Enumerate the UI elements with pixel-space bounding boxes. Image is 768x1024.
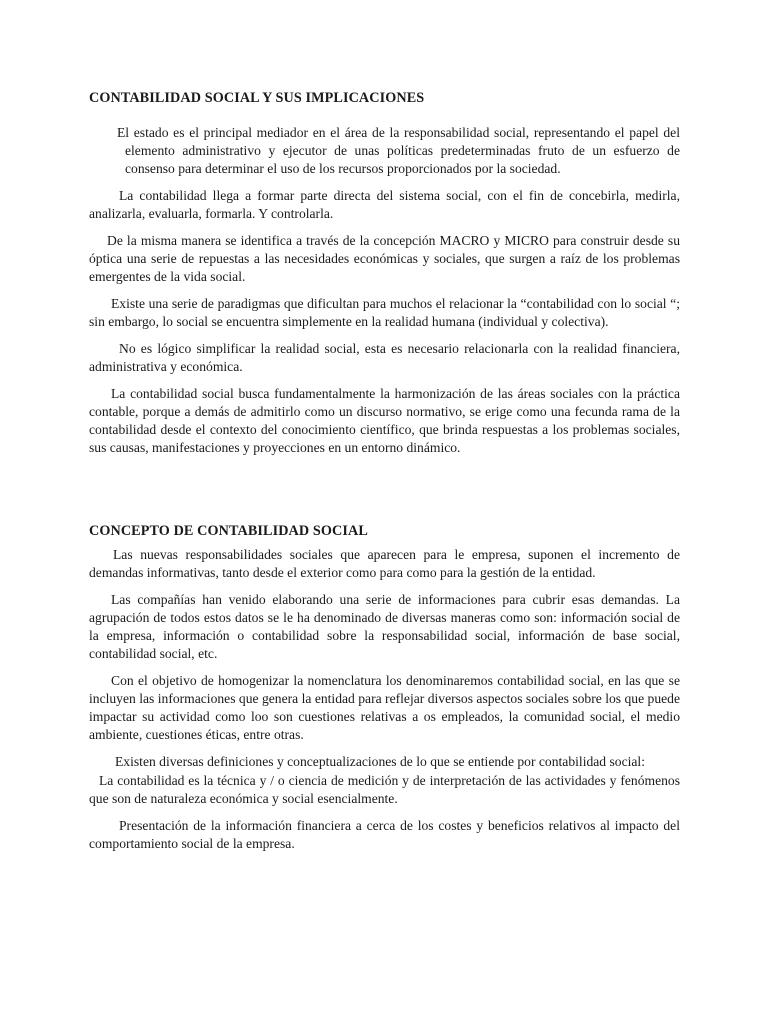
- paragraph: La contabilidad es la técnica y / o ciencia de medición y de interpretación de las actividades y fenómenos que son de naturaleza económica y social esencialmente.: [89, 773, 680, 806]
- paragraph: Presentación de la información financiera a cerca de los costes y beneficios relativos al impacto del comportamiento social de la empresa.: [89, 818, 680, 851]
- paragraph: Existe una serie de paradigmas que dificultan para muchos el relacionar la “contabilidad con lo social “; sin embargo, lo social se encuentra simplemente en la realidad humana (individual y colectiva).: [89, 296, 680, 329]
- paragraph: Existen diversas definiciones y conceptualizaciones de lo que se entiende por contabilidad social:: [115, 754, 645, 769]
- section-heading-concepto: CONCEPTO DE CONTABILIDAD SOCIAL: [89, 523, 368, 539]
- paragraph: Con el objetivo de homogenizar la nomenclatura los denominaremos contabilidad social, en las que se incluyen las informaciones que genera la entidad para reflejar diversos aspectos sociales sobre los que puede impactar su actividad como loo son cuestiones relativas a os empleados, la comunidad social, el medio ambiente, cuestiones éticas, entre otras.: [89, 673, 680, 742]
- paragraph: Las compañías han venido elaborando una serie de informaciones para cubrir esas demandas. La agrupación de todos estos datos se le ha denominado de diversas maneras como son: información social de la empresa, información o contabilidad sobre la responsabilidad social, información de base social, contabilidad social, etc.: [89, 592, 680, 661]
- paragraph: El estado es el principal mediador en el área de la responsabilidad social, representando el papel del elemento administrativo y ejecutor de unas políticas predeterminadas fruto de un esfuerzo de consenso para determinar el uso de los recursos proporcionados por la sociedad.: [117, 125, 680, 176]
- paragraph: La contabilidad llega a formar parte directa del sistema social, con el fin de concebirla, medirla, analizarla, evaluarla, formarla. Y controlarla.: [89, 188, 680, 221]
- section-body-concepto: [89, 546, 680, 853]
- paragraph: No es lógico simplificar la realidad social, esta es necesario relacionarla con la realidad financiera, administrativa y económica.: [89, 341, 680, 374]
- paragraph: La contabilidad social busca fundamentalmente la harmonización de las áreas sociales con la práctica contable, porque a demás de admitirlo como un discurso normativo, se erige como una fecunda rama de la contabilidad desde el contexto del conocimiento científico, que brinda respuestas a los problemas sociales, sus causas, manifestaciones y proyecciones en un entorno dinámico.: [89, 386, 680, 455]
- section-heading-implicaciones: CONTABILIDAD SOCIAL Y SUS IMPLICACIONES: [89, 90, 425, 106]
- paragraph: De la misma manera se identifica a través de la concepción MACRO y MICRO para construir desde su óptica una serie de repuestas a las necesidades económicas y sociales, que surgen a raíz de los problemas emergentes de la vida social.: [89, 233, 680, 284]
- section-body-implicaciones: [89, 124, 680, 457]
- paragraph: Las nuevas responsabilidades sociales que aparecen para le empresa, suponen el incremento de demandas informativas, tanto desde el exterior como para como para la gestión de la entidad.: [89, 547, 680, 580]
